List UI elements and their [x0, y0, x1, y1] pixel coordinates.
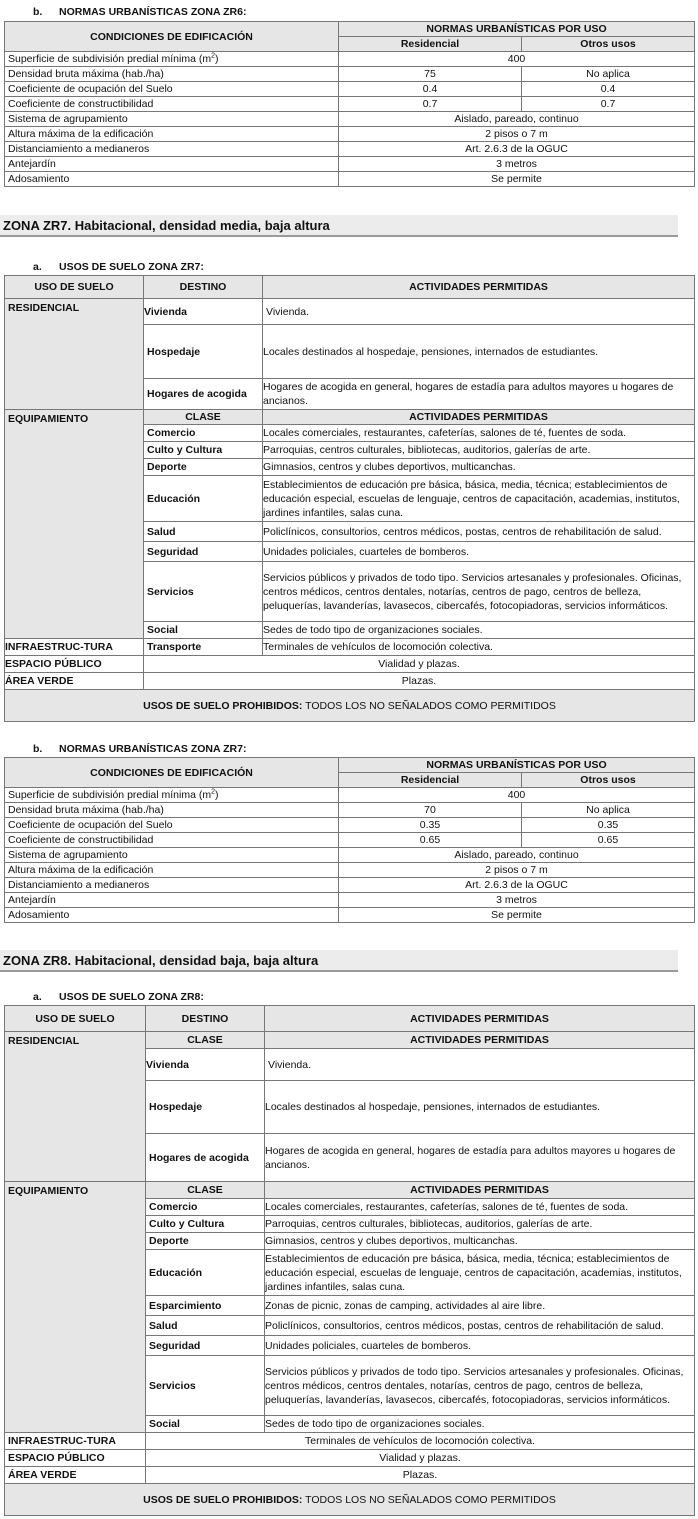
- destino-cell: Vivienda: [146, 1049, 265, 1081]
- actividades-cell: Hogares de acogida en general, hogares de estadía para adultos mayores u hogares de ancianos.: [265, 1134, 695, 1182]
- table-row: [5, 690, 695, 722]
- table-row: [5, 172, 695, 187]
- clase-cell: Educación: [144, 476, 263, 522]
- row-label: Distanciamiento a medianeros: [5, 142, 339, 157]
- actividades-cell: Sedes de todo tipo de organizaciones sociales.: [265, 1416, 695, 1433]
- actividades-cell: Parroquias, centros culturales, bibliotecas, auditorios, galerías de arte.: [263, 442, 695, 459]
- table-row: [5, 818, 695, 833]
- uso-residencial: RESIDENCIAL: [5, 299, 144, 410]
- zr8-usos-table: [4, 1005, 695, 1516]
- destino-cell: Hospedaje: [146, 1081, 265, 1134]
- actividades-cell: Policlínicos, consultorios, centros médicos, postas, centros de rehabilitación de salud.: [265, 1316, 695, 1336]
- zr7-normas-table: [4, 757, 695, 923]
- heading-text: NORMAS URBANÍSTICAS ZONA ZR6:: [59, 6, 247, 18]
- row-value-otros: 0.65: [522, 833, 695, 848]
- row-label: Coeficiente de ocupación del Suelo: [5, 82, 339, 97]
- row-value-residencial: 70: [339, 803, 522, 818]
- table-row: [5, 656, 695, 673]
- row-label: Adosamiento: [5, 908, 339, 923]
- row-value: 3 metros: [339, 157, 695, 172]
- row-value-residencial: 0.65: [339, 833, 522, 848]
- actividades-cell: Servicios públicos y privados de todo tipo. Servicios artesanales y profesionales. Oficinas, centros médicos, centros dentales, notarías, centros de pago, centros de belleza, peluquerías, lavanderías, lavasecos, cibercafés, fotocopiadoras, servicios informáticos.: [265, 1356, 695, 1416]
- header-destino: DESTINO: [144, 276, 263, 299]
- row-label: Coeficiente de ocupación del Suelo: [5, 818, 339, 833]
- usos-prohibidos: USOS DE SUELO PROHIBIDOS: TODOS LOS NO SEÑALADOS COMO PERMITIDOS: [5, 690, 695, 722]
- header-uso-de-suelo: USO DE SUELO: [5, 276, 144, 299]
- uso-residencial: RESIDENCIAL: [5, 1032, 146, 1182]
- espacio-publico-value: Vialidad y plazas.: [146, 1450, 695, 1467]
- zr7-usos-table: [4, 275, 695, 722]
- uso-equipamiento: EQUIPAMIENTO: [5, 1182, 146, 1433]
- clase-cell: Comercio: [146, 1199, 265, 1216]
- table-row: [5, 67, 695, 82]
- actividades-cell: Hogares de acogida en general, hogares de estadía para adultos mayores u hogares de ancianos.: [263, 379, 695, 410]
- clase-cell: Educación: [146, 1250, 265, 1296]
- row-value-residencial: 0.35: [339, 818, 522, 833]
- table-row: [5, 878, 695, 893]
- destino-cell: Vivienda: [144, 299, 263, 325]
- table-row: [5, 1433, 695, 1450]
- header-otros-usos: Otros usos: [522, 773, 695, 788]
- row-value-otros: No aplica: [522, 803, 695, 818]
- table-row: [5, 52, 695, 67]
- row-value: 400: [339, 52, 695, 67]
- row-label: Altura máxima de la edificación: [5, 863, 339, 878]
- list-letter: a.: [33, 261, 42, 273]
- row-value-otros: 0.35: [522, 818, 695, 833]
- actividades-cell: Policlínicos, consultorios, centros médicos, postas, centros de rehabilitación de salud.: [263, 522, 695, 542]
- clase-cell: Esparcimiento: [146, 1296, 265, 1316]
- actividades-cell: Vivienda.: [263, 299, 695, 325]
- row-value-residencial: 75: [339, 67, 522, 82]
- table-row: [5, 639, 695, 656]
- row-label: Densidad bruta máxima (hab./ha): [5, 803, 339, 818]
- table-row: [5, 1450, 695, 1467]
- row-value: 2 pisos o 7 m: [339, 127, 695, 142]
- list-letter: a.: [33, 991, 42, 1003]
- heading-text: NORMAS URBANÍSTICAS ZONA ZR7:: [59, 743, 247, 755]
- table-row: [5, 112, 695, 127]
- header-uso-de-suelo: USO DE SUELO: [5, 1006, 146, 1032]
- clase-cell: Servicios: [144, 562, 263, 622]
- actividades-cell: Gimnasios, centros y clubes deportivos, multicanchas.: [265, 1233, 695, 1250]
- row-label: Sistema de agrupamiento: [5, 848, 339, 863]
- destino-cell: Hogares de acogida: [146, 1134, 265, 1182]
- uso-equipamiento: EQUIPAMIENTO: [5, 410, 144, 639]
- clase-cell: Culto y Cultura: [144, 442, 263, 459]
- clase-cell: Deporte: [146, 1233, 265, 1250]
- uso-area-verde: ÁREA VERDE: [5, 673, 144, 690]
- row-value-residencial: 0.7: [339, 97, 522, 112]
- actividades-cell: Locales destinados al hospedaje, pensiones, internados de estudiantes.: [265, 1081, 695, 1134]
- header-actividades: ACTIVIDADES PERMITIDAS: [263, 276, 695, 299]
- header-condiciones: CONDICIONES DE EDIFICACIÓN: [5, 22, 339, 52]
- header-residencial: Residencial: [339, 773, 522, 788]
- clase-cell: Salud: [144, 522, 263, 542]
- table-row: [5, 97, 695, 112]
- header-actividades: ACTIVIDADES PERMITIDAS: [263, 410, 695, 425]
- actividades-cell: Unidades policiales, cuarteles de bomberos.: [265, 1336, 695, 1356]
- clase-cell: Deporte: [144, 459, 263, 476]
- uso-area-verde: ÁREA VERDE: [5, 1467, 146, 1484]
- header-clase: CLASE: [144, 410, 263, 425]
- actividades-cell: Servicios públicos y privados de todo tipo. Servicios artesanales y profesionales. Oficinas, centros médicos, centros dentales, notarías, centros de pago, centros de belleza, peluquerías, lavanderías, lavasecos, cibercafés, fotocopiadoras, servicios informáticos.: [263, 562, 695, 622]
- table-row: [5, 673, 695, 690]
- table-row: [5, 157, 695, 172]
- clase-cell: Seguridad: [146, 1336, 265, 1356]
- row-label: Adosamiento: [5, 172, 339, 187]
- header-clase: CLASE: [146, 1032, 265, 1049]
- list-letter: b.: [33, 743, 43, 755]
- header-destino: DESTINO: [146, 1006, 265, 1032]
- zr6-normas-table: [4, 21, 695, 187]
- row-label: Antejardín: [5, 157, 339, 172]
- heading-text: USOS DE SUELO ZONA ZR7:: [59, 261, 204, 273]
- uso-espacio-publico: ESPACIO PÚBLICO: [5, 1450, 146, 1467]
- list-letter: b.: [33, 6, 43, 18]
- row-label: Sistema de agrupamiento: [5, 112, 339, 127]
- table-row: [5, 127, 695, 142]
- table-row: [5, 908, 695, 923]
- clase-cell: Servicios: [146, 1356, 265, 1416]
- table-row: [5, 803, 695, 818]
- actividades-cell: Unidades policiales, cuarteles de bomberos.: [263, 542, 695, 562]
- actividades-cell: Vivienda.: [265, 1049, 695, 1081]
- espacio-publico-value: Vialidad y plazas.: [144, 656, 695, 673]
- destino-cell: Hospedaje: [144, 325, 263, 379]
- header-condiciones: CONDICIONES DE EDIFICACIÓN: [5, 758, 339, 788]
- header-normas-por-uso: NORMAS URBANÍSTICAS POR USO: [339, 22, 695, 37]
- actividades-cell: Terminales de vehículos de locomoción colectiva.: [263, 639, 695, 656]
- row-value-otros: No aplica: [522, 67, 695, 82]
- zr7-usos-heading: [33, 261, 204, 273]
- usos-prohibidos: USOS DE SUELO PROHIBIDOS: TODOS LOS NO SEÑALADOS COMO PERMITIDOS: [5, 1484, 695, 1516]
- actividades-cell: Locales comerciales, restaurantes, cafeterías, salones de té, fuentes de soda.: [265, 1199, 695, 1216]
- area-verde-value: Plazas.: [144, 673, 695, 690]
- uso-espacio-publico: ESPACIO PÚBLICO: [5, 656, 144, 673]
- header-actividades: ACTIVIDADES PERMITIDAS: [265, 1032, 695, 1049]
- clase-cell: Seguridad: [144, 542, 263, 562]
- table-row: [5, 299, 695, 325]
- row-label: Coeficiente de constructibilidad: [5, 97, 339, 112]
- header-otros-usos: Otros usos: [522, 37, 695, 52]
- clase-cell: Social: [144, 622, 263, 639]
- table-row: [5, 1484, 695, 1516]
- row-value: 400: [339, 788, 695, 803]
- row-label: Superficie de subdivisión predial mínima $(m^2)$: [5, 788, 339, 803]
- row-value: 2 pisos o 7 m: [339, 863, 695, 878]
- table-row: [5, 893, 695, 908]
- row-value-residencial: 0.4: [339, 82, 522, 97]
- uso-infraestructura: INFRAESTRUC-TURA: [5, 1433, 146, 1450]
- actividades-cell: Parroquias, centros culturales, bibliotecas, auditorios, galerías de arte.: [265, 1216, 695, 1233]
- clase-cell: Salud: [146, 1316, 265, 1336]
- row-label: Distanciamiento a medianeros: [5, 878, 339, 893]
- row-value: Art. 2.6.3 de la OGUC: [339, 878, 695, 893]
- table-row: [5, 833, 695, 848]
- row-value-otros: 0.4: [522, 82, 695, 97]
- zr7-normas-heading: [33, 743, 246, 755]
- table-row: [5, 848, 695, 863]
- header-actividades: ACTIVIDADES PERMITIDAS: [265, 1182, 695, 1199]
- header-clase: CLASE: [146, 1182, 265, 1199]
- actividades-cell: Establecimientos de educación pre básica, básica, media, técnica; establecimientos de educación especial, escuelas de lenguaje, centros de capacitación, academias, institutos, jardines infantiles, salas cuna.: [265, 1250, 695, 1296]
- row-label: Densidad bruta máxima (hab./ha): [5, 67, 339, 82]
- row-value: Se permite: [339, 172, 695, 187]
- clase-cell: Comercio: [144, 425, 263, 442]
- clase-cell: Culto y Cultura: [146, 1216, 265, 1233]
- destino-cell: Transporte: [144, 639, 263, 656]
- row-label: Altura máxima de la edificación: [5, 127, 339, 142]
- row-label: Superficie de subdivisión predial mínima $(m^2)$: [5, 52, 339, 67]
- row-label: Antejardín: [5, 893, 339, 908]
- table-row: [5, 142, 695, 157]
- zr6-normas-heading: [33, 6, 246, 18]
- header-residencial: Residencial: [339, 37, 522, 52]
- table-row: [5, 82, 695, 97]
- actividades-cell: Establecimientos de educación pre básica, básica, media, técnica; establecimientos de educación especial, escuelas de lenguaje, centros de capacitación, academias, institutos, jardines infantiles, salas cuna.: [263, 476, 695, 522]
- actividades-cell: Gimnasios, centros y clubes deportivos, multicanchas.: [263, 459, 695, 476]
- table-row: [5, 863, 695, 878]
- uso-infraestructura: INFRAESTRUC-TURA: [5, 639, 144, 656]
- actividades-cell: Locales comerciales, restaurantes, cafeterías, salones de té, fuentes de soda.: [263, 425, 695, 442]
- zr7-zone-title: ZONA ZR7. Habitacional, densidad media, baja altura: [0, 215, 678, 237]
- row-value: Se permite: [339, 908, 695, 923]
- heading-text: USOS DE SUELO ZONA ZR8:: [59, 991, 204, 1003]
- table-row: [5, 788, 695, 803]
- row-value: Art. 2.6.3 de la OGUC: [339, 142, 695, 157]
- destino-cell: Hogares de acogida: [144, 379, 263, 410]
- infraestructura-value: Terminales de vehículos de locomoción colectiva.: [146, 1433, 695, 1450]
- area-verde-value: Plazas.: [146, 1467, 695, 1484]
- zr8-zone-title: ZONA ZR8. Habitacional, densidad baja, baja altura: [0, 950, 678, 972]
- row-value: Aislado, pareado, continuo: [339, 848, 695, 863]
- table-row: [5, 1467, 695, 1484]
- clase-cell: Social: [146, 1416, 265, 1433]
- zr8-usos-heading: [33, 991, 204, 1003]
- row-label: Coeficiente de constructibilidad: [5, 833, 339, 848]
- row-value-otros: 0.7: [522, 97, 695, 112]
- actividades-cell: Locales destinados al hospedaje, pensiones, internados de estudiantes.: [263, 325, 695, 379]
- actividades-cell: Sedes de todo tipo de organizaciones sociales.: [263, 622, 695, 639]
- row-value: Aislado, pareado, continuo: [339, 112, 695, 127]
- row-value: 3 metros: [339, 893, 695, 908]
- header-actividades: ACTIVIDADES PERMITIDAS: [265, 1006, 695, 1032]
- header-normas-por-uso: NORMAS URBANÍSTICAS POR USO: [339, 758, 695, 773]
- actividades-cell: Zonas de picnic, zonas de camping, actividades al aire libre.: [265, 1296, 695, 1316]
